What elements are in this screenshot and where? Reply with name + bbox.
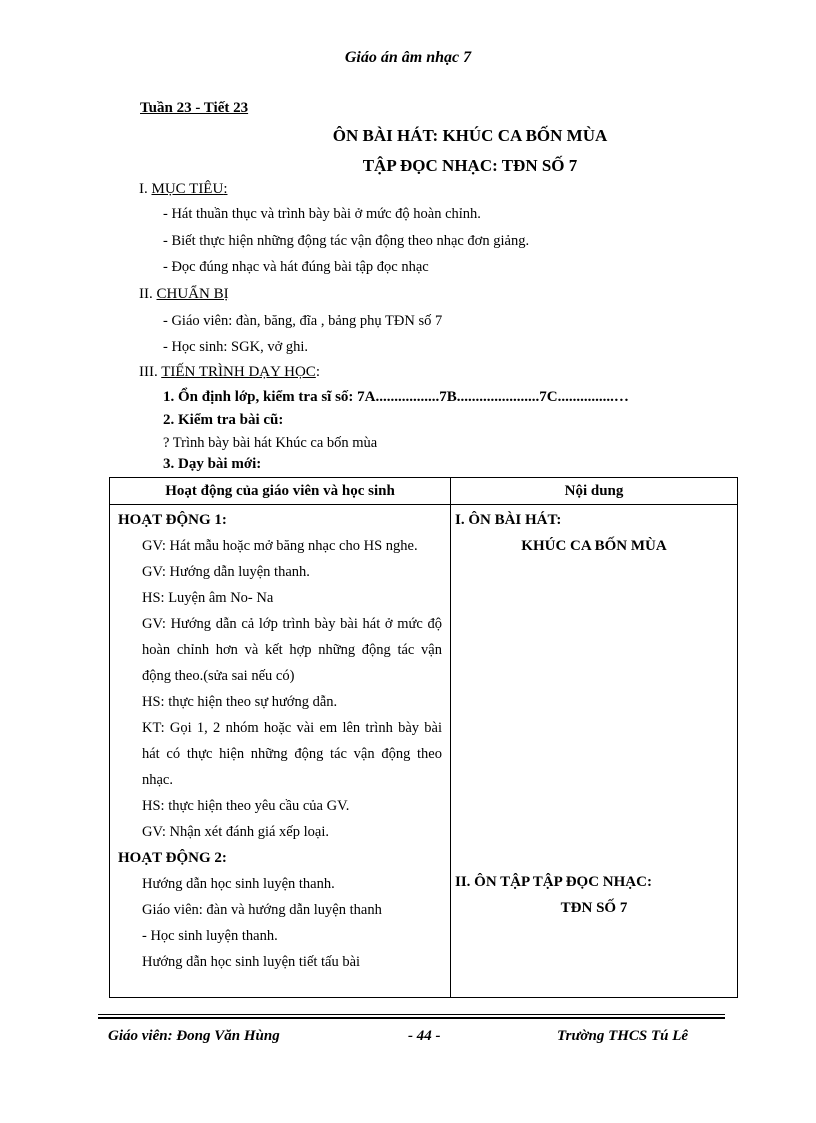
section-process-heading: III. TIẾN TRÌNH DẠY HỌC: — [139, 364, 320, 380]
objective-item: - Hát thuần thục và trình bày bài ở mức độ hoàn chỉnh. — [163, 206, 481, 222]
activity-line: - Học sinh luyện thanh. — [142, 928, 278, 944]
col-content-header: Nội dung — [451, 478, 738, 505]
section-objectives-heading: I. MỤC TIÊU: — [139, 181, 228, 197]
preparation-item: - Giáo viên: đàn, băng, đĩa , bảng phụ TĐN số 7 — [163, 313, 443, 329]
section-label: TIẾN TRÌNH DẠY HỌC — [161, 364, 316, 380]
section-number: I. — [139, 181, 148, 197]
activity-line: HS: thực hiện theo sự hướng dẫn. — [142, 694, 338, 710]
lesson-week: Tuần 23 - Tiết 23 — [140, 100, 249, 116]
lesson-title-2: TẬP ĐỌC NHẠC: TĐN SỐ 7 — [362, 156, 578, 175]
activity-line: GV: Hướng dẫn cả lớp trình bày bài hát ở mức độ hoàn chỉnh hơn và kết hợp những động tác vận động theo.(sửa sai nếu có) — [142, 616, 442, 684]
footer-school: Trường THCS Tú Lê — [557, 1028, 689, 1044]
activity-line: Hướng dẫn học sinh luyện tiết tấu bài — [142, 954, 361, 970]
footer-page-number: - 44 - — [408, 1028, 441, 1044]
activity-2-title: HOẠT ĐỘNG 2: — [118, 850, 227, 866]
page-header-title: Giáo án âm nhạc 7 — [344, 49, 472, 66]
footer-teacher: Giáo viên: Đong Văn Hùng — [108, 1028, 280, 1044]
process-step-3: 3. Dạy bài mới: — [163, 456, 262, 472]
section-label: MỤC TIÊU — [151, 181, 224, 197]
section-number: II. — [139, 286, 153, 302]
objective-item: - Biết thực hiện những động tác vận động theo nhạc đơn giảng. — [163, 233, 530, 249]
activity-line: KT: Gọi 1, 2 nhóm hoặc vài em lên trình bày bài hát có thực hiện những động tác vận động theo nhạc. — [142, 720, 442, 788]
lesson-title-1: ÔN BÀI HÁT: KHÚC CA BỐN MÙA — [332, 126, 608, 145]
activity-line: GV: Nhận xét đánh giá xếp loại. — [142, 824, 329, 840]
table-header-row — [110, 478, 738, 505]
activity-1-title: HOẠT ĐỘNG 1: — [118, 512, 227, 528]
activity-line: Giáo viên: đàn và hướng dẫn luyện thanh — [142, 902, 382, 918]
process-step-2-question: ? Trình bày bài hát Khúc ca bốn mùa — [163, 435, 378, 451]
activity-line: Hướng dẫn học sinh luyện thanh. — [142, 876, 335, 892]
content-1-title: I. ÔN BÀI HÁT: — [455, 512, 562, 528]
process-step-2: 2. Kiểm tra bài cũ: — [163, 412, 284, 428]
activity-line: HS: Luyện âm No- Na — [142, 590, 274, 606]
footer-divider — [98, 1017, 725, 1019]
process-step-1: 1. Ổn định lớp, kiểm tra sĩ số: 7A.................7B......................7C...............… — [163, 389, 629, 405]
activities-cell — [110, 505, 451, 998]
table-row — [110, 505, 738, 998]
col-activities-header: Hoạt động của giáo viên và học sinh — [110, 478, 451, 505]
content-cell — [451, 505, 738, 998]
section-preparation-heading — [139, 286, 229, 303]
footer-divider — [98, 1014, 725, 1015]
activity-line: GV: Hát mẫu hoặc mở băng nhạc cho HS nghe. — [142, 538, 418, 554]
preparation-item: - Học sinh: SGK, vở ghi. — [163, 339, 309, 355]
lesson-plan-table — [109, 477, 738, 998]
section-label: CHUẨN BỊ — [156, 286, 229, 302]
activity-line: HS: thực hiện theo yêu cầu của GV. — [142, 798, 350, 814]
activity-line: GV: Hướng dẫn luyện thanh. — [142, 564, 310, 580]
objective-item: - Đọc đúng nhạc và hát đúng bài tập đọc nhạc — [163, 259, 429, 275]
section-number: III. — [139, 364, 158, 380]
content-2-subtitle: TĐN SỐ 7 — [560, 900, 628, 916]
content-2-title: II. ÔN TẬP TẬP ĐỌC NHẠC: — [455, 874, 652, 890]
content-1-subtitle: KHÚC CA BỐN MÙA — [521, 538, 667, 554]
